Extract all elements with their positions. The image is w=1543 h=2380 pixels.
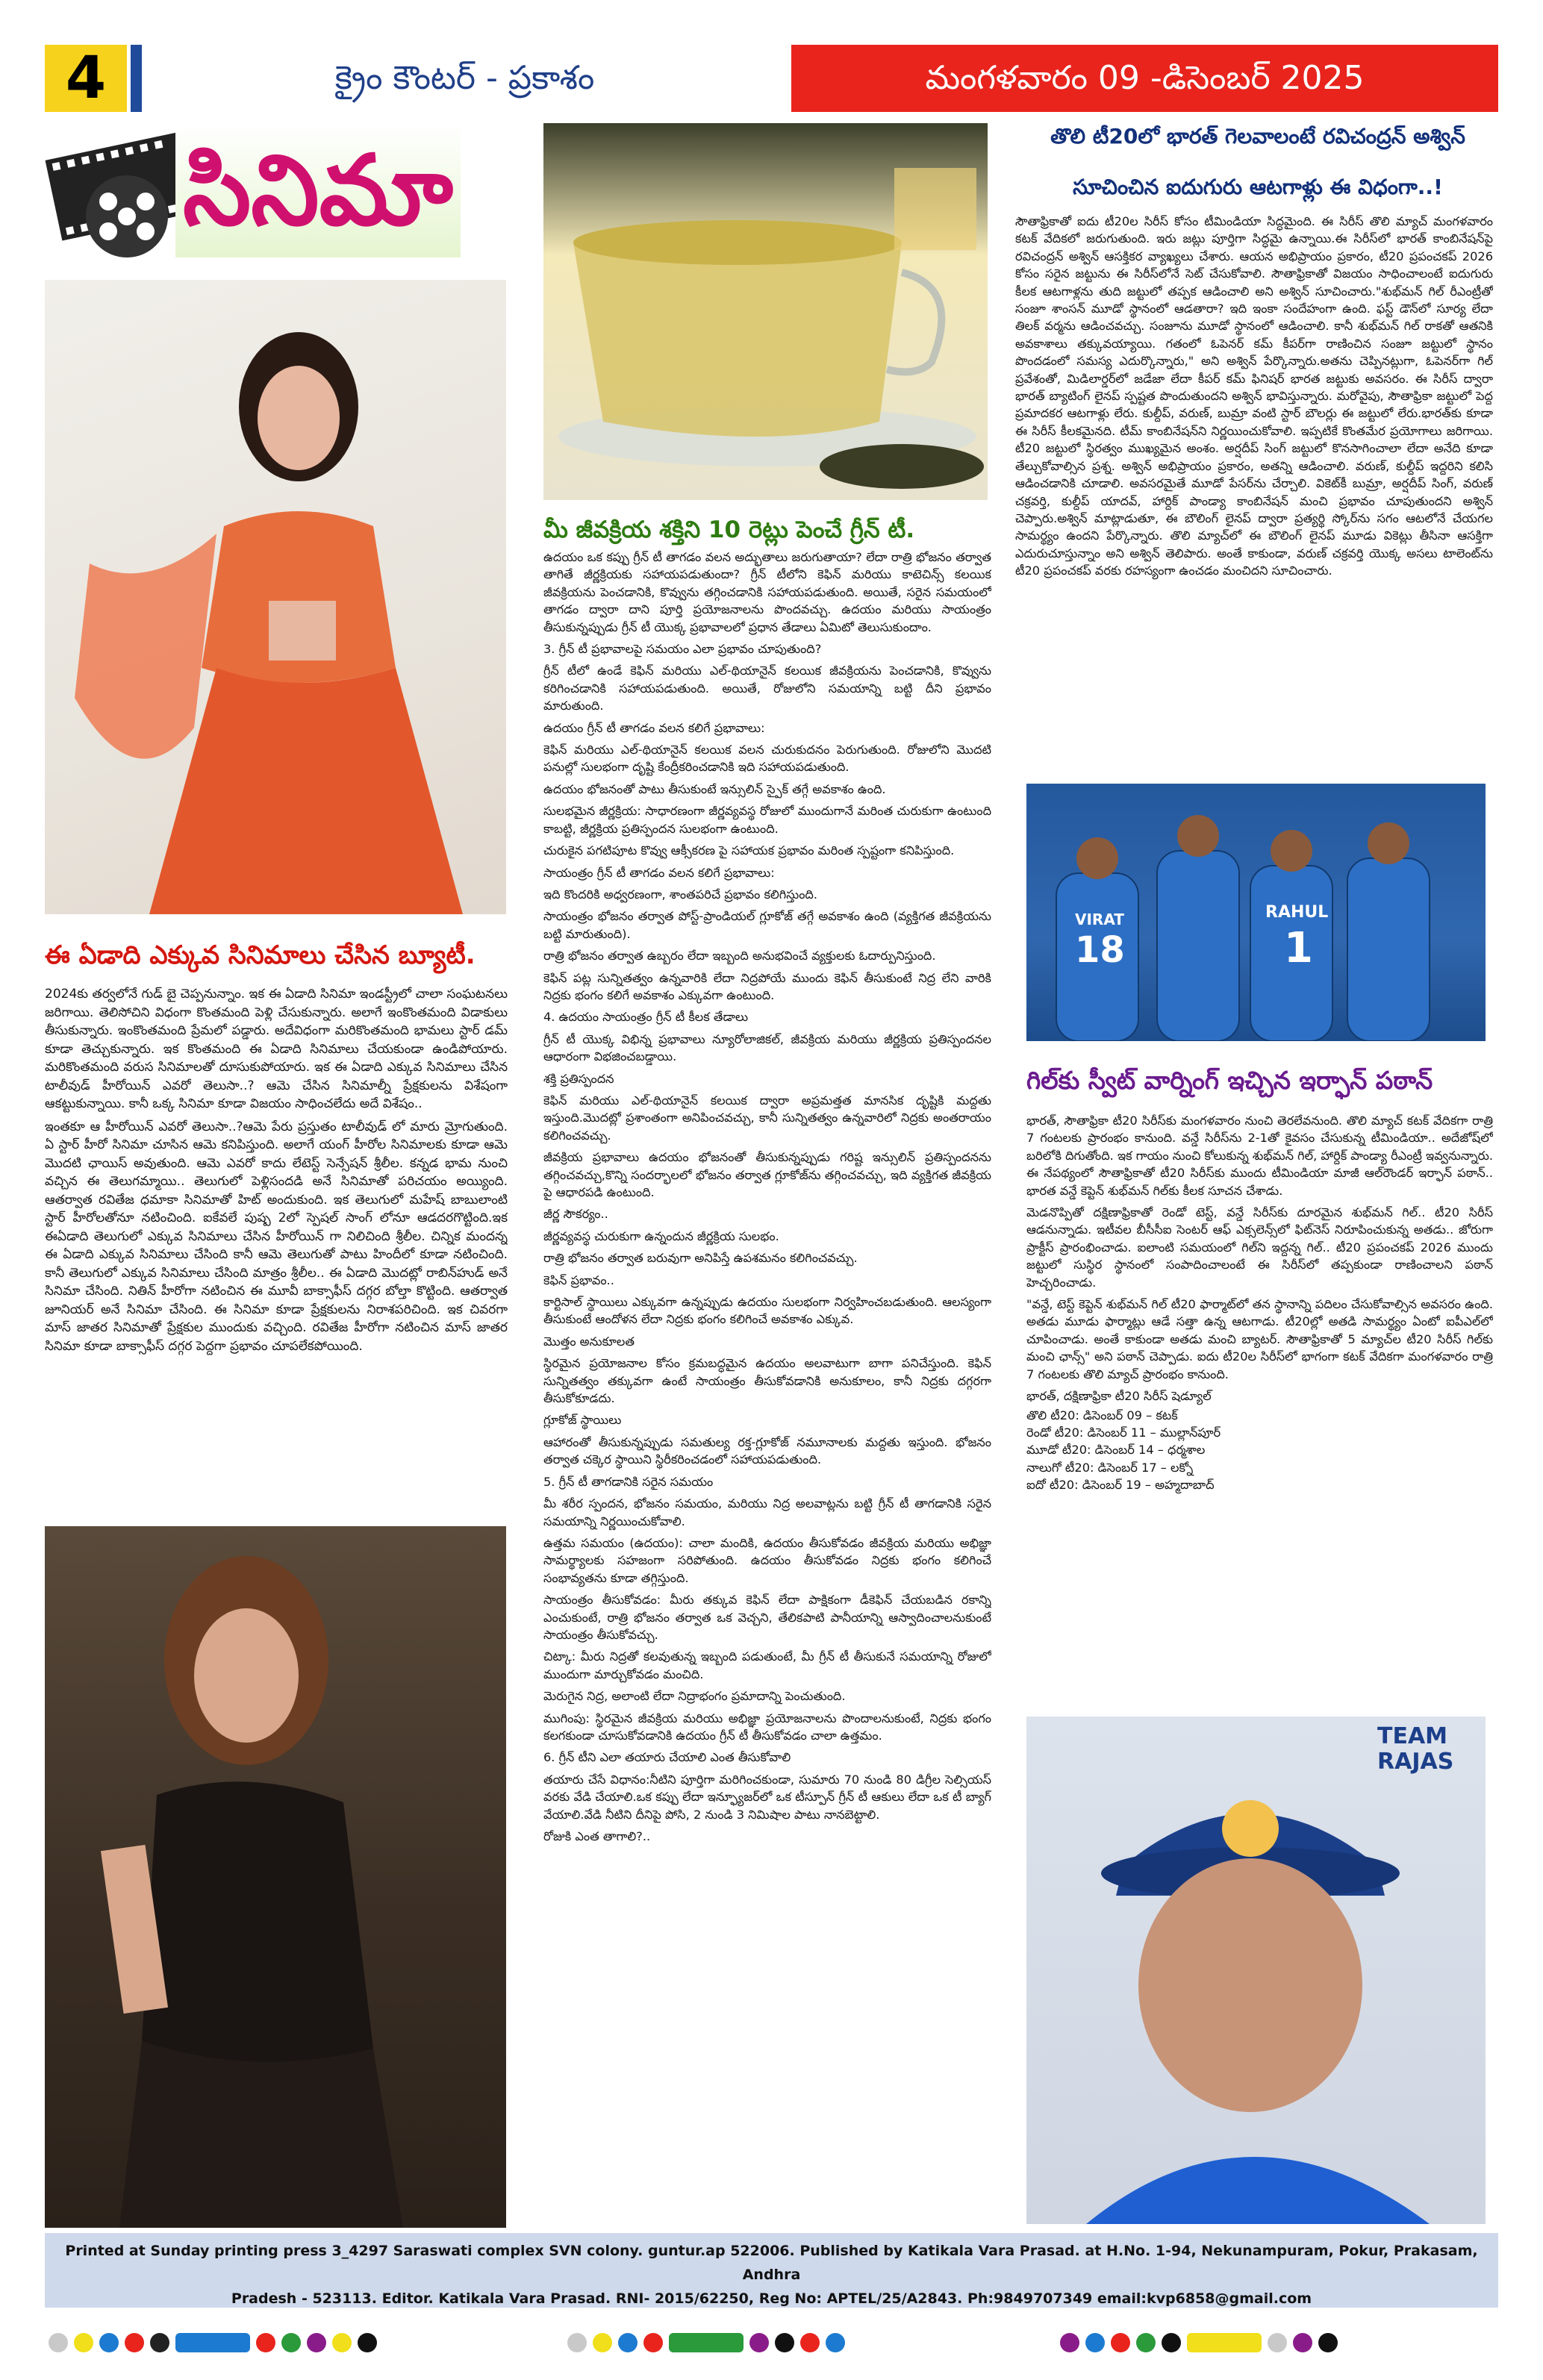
jersey-name-virat: VIRAT [1075, 911, 1124, 928]
jersey-number-virat: 18 [1075, 929, 1125, 971]
registration-dot [593, 2333, 612, 2352]
gill-paragraph: మెడనొప్పితో దక్షిణాఫ్రికాతో రెండో టెస్ట్, వన్డే సిరీస్‌కు దూరమైన శుభ్‌మన్ గిల్.. టీ20 సిరీస్ ఆడనున్నాడు. ఇటీవల బీసీసీఐ సెంటర్ ఆఫ్ ఎక్సలెన్స్‌లో ఫిట్‌నెస్ నిరూపించుకున్న అతడు.. జోరుగా ప్రాక్టీస్ ప్రారంభించాడు. ఐలాంటి సమయంలో గిల్‌ని ఇద్దన్న గిల్.. టీ20 ప్రపంచకప్ 2026 ముందు జట్టులో సుస్థిర స్థానంలో సంపాదించాలంటే ఈ సిరీస్‌లో తప్పకుండా రాణించాలని పఠాన్ హెచ్చరించాడు. [1026, 1205, 1493, 1290]
gill-headline: గిల్‌కు స్వీట్ వార్నింగ్ ఇచ్చిన ఇర్ఫాన్ పఠాన్ [1026, 1066, 1433, 1095]
greentea-paragraph: ముగింపు: స్థిరమైన జీవక్రియ మరియు అభిజ్ఞా ప్రయోజనాలను పొందాలనుకుంటే, నిద్రకు భంగం కలగకుండా చూసుకోవడానికి ఉదయం గ్రీన్ టీ తీసుకోవడం చాలా ఉత్తమం. [543, 1711, 991, 1743]
greentea-paragraph: కెఫిన్ మరియు ఎల్-థియానైన్ కలయిక వలన చురుకుదనం పెరుగుతుంది. రోజులోని మొదటి పనుల్లో సులభంగా దృష్టి కేంద్రీకరించడానికి ఇది సహాయపడుతుంది. [543, 743, 991, 775]
greentea-paragraph: 5. గ్రీన్ టీ తాగడానికి సరైన సమయం [543, 1474, 714, 1489]
greentea-paragraph: కెఫిన్ పట్ల సున్నితత్వం ఉన్నవారికి లేదా నిద్రపోయే ముందు కెఫిన్ తీసుకుంటే నిద్ర లేని వారికి నిద్రకు భంగం కలిగే అవకాశం ఎక్కువగా ఉంటుంది. [543, 970, 991, 1002]
greentea-paragraph: 3. గ్రీన్ టీ ప్రభావాలపై సమయం ఎలా ప్రభావం చూపుతుంది? [543, 642, 822, 657]
gill-article [1026, 1112, 1493, 1709]
greentea-paragraph: 4. ఉదయం సాయంత్రం గ్రీన్ టీ కీలక తేడాలు [543, 1010, 749, 1025]
registration-dot [125, 2333, 144, 2352]
registration-dot [307, 2333, 326, 2352]
schedule-item: రెండో టీ20: డిసెంబర్ 11 – ముల్లాన్‌పూర్ [1026, 1425, 1221, 1440]
greentea-paragraph: గ్లూకోజ్ స్థాయిలు [543, 1413, 622, 1428]
greentea-paragraph: ఉదయం ఒక కప్పు గ్రీన్ టీ తాగడం వలన అద్భుతాలు జరుగుతాయా? లేదా రాత్రి భోజనం తర్వాత తాగితే జీర్ణక్రియకు సహాయపడుతుందా? గ్రీన్ టీలోని కెఫిన్ మరియు కాటెచిన్స్ కలయిక జీవక్రియను పెంచడానికి, కొవ్వును తగ్గించడానికి సహాయపడుతుంది. అయితే, సరైన సమయంలో తాగడం ద్వారా దాని పూర్తి ప్రయోజనాలను పొందవచ్చు. ఉదయం మరియు సాయంత్రం తీసుకున్నప్పుడు గ్రీన్ టీ యొక్క ప్రభావాలలో ప్రధాన తేడాలు ఏమిటో తెలుసుకుందాం. [543, 550, 991, 634]
greentea-paragraph: చురుకైన పగటిపూట కొవ్వు ఆక్సీకరణ పై సహాయక ప్రభావం మరింత స్పష్టంగా కనిపిస్తుంది. [543, 843, 955, 858]
cinema-paragraph: 2024కు తర్వలోనే గుడ్ బై చెప్పనున్నాం. ఇక ఈ ఏడాది సినిమా ఇండస్ట్రీలో చాలా సంఘటనలు జరిగాయి. తెలిసోచిని విధంగా కొంతమంది పెళ్లి చేసుకున్నారు. అలాగే ఇంకొంతమంది విడాకులు తీసుకున్నారు. ఇంకొంతమంది ప్రేమలో పడ్డారు. అదేవిధంగా మరికొంతమంది భామలు స్టార్ డమ్ కూడా తెచ్చుకున్నారు. ఇక కొంతమంది ఈ ఏడాది సినిమాలు చేయకుండా ఉండిపోయారు. మరికొంతమంది వరుస సినిమాలతో దూసుకుపోయారు. ఇక ఈ ఏడాది ఎక్కువ సినిమాలు చేసిన టాలీవుడ్ హీరోయిన్ ఎవరో తెలుసా..? ఆమె చేసిన సినిమాల్నీ ప్రేక్షకులను విశేషంగా ఆకట్టుకున్నాయి. కానీ ఒక్క సినిమా కూడా విజయం సాధించలేదు అదే విశేషం.. [45, 987, 508, 1111]
registration-dot [643, 2333, 663, 2352]
schedule-title: భారత్, దక్షిణాఫ్రికా టీ20 సిరీస్ షెడ్యూల్ [1026, 1389, 1212, 1404]
cricket-article [1015, 213, 1493, 780]
greentea-paragraph: గ్రీన్ టీలో ఉండే కెఫిన్ మరియు ఎల్-థియానైన్ కలయిక జీవక్రియను పెంచడానికి, కొవ్వును కరిగించడానికి సహాయపడుతుంది. అయితే, రోజులోని సమయాన్ని బట్టి దీని ప్రభావం మారుతుంది. [543, 663, 991, 713]
registration-dot [150, 2333, 169, 2352]
registration-dot [567, 2333, 587, 2352]
greentea-paragraph: గ్రీన్ టీ యొక్క విభిన్న ప్రభావాలు న్యూరోలాజికల్, జీవక్రియ మరియు జీర్ణక్రియ ప్రతిస్పందనల ఆధారంగా విభజించబడ్డాయి. [543, 1031, 991, 1064]
greentea-paragraph: మొత్తం అనుకూలత [543, 1334, 635, 1349]
greentea-paragraph: సాయంత్రం తీసుకోవడం: మీరు తక్కువ కెఫిన్ లేదా పాక్షికంగా డీకెఫిన్ చేయబడిన రకాన్ని ఎంచుకుంటే, రాత్రి భోజనం తర్వాత ఒక వెచ్చని, తేలికపాటి పానీయాన్ని ఆస్వాదించాలనుకుంటే సాయంత్రం తీసుకోవచ్చు. [543, 1593, 991, 1642]
greentea-paragraph: ఇది కొందరికి అధ్వరణంగా, శాంతపరిచే ప్రభావం కలిగిస్తుంది. [543, 887, 817, 902]
irfan-pathan-photo [1026, 1717, 1486, 2224]
registration-dot [826, 2333, 845, 2352]
greentea-paragraph: కెఫిన్ ప్రభావం.. [543, 1272, 614, 1287]
cinema-headline: ఈ ఏడాది ఎక్కువ సినిమాలు చేసిన బ్యూటీ. [45, 940, 476, 970]
registration-dot [1293, 2333, 1312, 2352]
greentea-paragraph: శక్తి ప్రతిస్పందన [543, 1071, 614, 1086]
cap-background-text: TEAM RAJAS [1377, 1723, 1454, 1775]
greentea-paragraph: చిట్కా: మీరు నిద్రతో కలవుతున్న ఇబ్బంది పడుతుంటే, మీ గ్రీన్ టీ తీసుకునే సమయాన్ని రోజులో ముందుగా మార్చుకోవడం మంచిది. [543, 1649, 991, 1681]
registration-dot [358, 2333, 377, 2352]
registration-dot [775, 2333, 794, 2352]
greentea-paragraph: సాయంత్రం గ్రీన్ టీ తాగడం వలన కలిగే ప్రభావాలు: [543, 865, 775, 880]
registration-bar [175, 2333, 250, 2352]
registration-bar [1187, 2333, 1262, 2352]
greentea-paragraph: సులభమైన జీర్ణక్రియ: సాధారణంగా జీర్ణవ్యవస్థ రోజులో ముందుగానే మరింత చురుకుగా ఉంటుంది కాబట్టి, జీర్ణక్రియ ప్రతిస్పందన సులభంగా ఉంటుంది. [543, 804, 991, 836]
cricket-headline-line2: సూచించిన ఐదుగురు ఆటగాళ్లు ఈ విధంగా..! [1073, 175, 1443, 199]
registration-dot [74, 2333, 93, 2352]
edition-banner [131, 45, 788, 112]
greentea-paragraph: ఉదయం గ్రీన్ టీ తాగడం వలన కలిగే ప్రభావాలు: [543, 720, 765, 735]
greentea-article [543, 549, 991, 2224]
registration-dot [281, 2333, 301, 2352]
registration-dot [618, 2333, 638, 2352]
date-banner: మంగళవారం 09 -డిసెంబర్ 2025 [791, 45, 1498, 112]
registration-dot [332, 2333, 352, 2352]
greentea-headline: మీ జీవక్రియ శక్తిని 10 రెట్లు పెంచే గ్రీన్ టీ. [543, 516, 915, 543]
gill-paragraph: భారత్, సౌతాఫ్రికా టీ20 సిరీస్‌కు మంగళవారం నుంచి తెరలేవనుంది. తొలి మ్యాచ్ కటక్ వేదికగా రాత్రి 7 గంటలకు ప్రారంభం కానుంది. వన్డే సిరీస్‌ను 2-1తో కైవసం చేసుకున్న టీమిండియా.. అదేజోష్‌లో బరిలోకి దిగుతోంది. ఇక గాయం నుంచి కోలుకున్న శుభ్‌మన్ గిల్, హార్దిక్ పాండ్యా రీఎంట్రీ ఇవ్వనున్నారు. ఈ నేపథ్యంలో సౌతాఫ్రికాతో టీ20 సిరీస్‌కు ముందు టీమిండియా మాజీ ఆల్‌రౌండర్ ఇర్ఫాన్ పఠాన్.. భారత వన్డే కెప్టెన్ శుభ్‌మన్ గిల్‌కు కీలక సూచన చేశాడు. [1026, 1114, 1493, 1198]
greentea-paragraph: 6. గ్రీన్ టీని ఎలా తయారు చేయాలి ఎంత తీసుకోవాలి [543, 1750, 791, 1765]
greentea-paragraph: ఉత్తమ సమయం (ఉదయం): చాలా మందికి, ఉదయం తీసుకోవడం జీవక్రియ మరియు అభిజ్ఞా సామర్థ్యాలకు సహజంగా సరిపోతుంది. ఉదయం తీసుకోవడం నిద్రకు భంగం కలిగించే సంభావ్యతను కూడా తగ్గిస్తుంది. [543, 1535, 991, 1585]
publisher-footer [45, 2233, 1498, 2308]
color-registration-center [567, 2329, 845, 2357]
cricket-paragraph: సౌతాఫ్రికాతో ఐదు టీ20ల సిరీస్ కోసం టీమిండియా సిద్ధమైంది. ఈ సిరీస్ తొలి మ్యాచ్ మంగళవారం కటక్ వేదికలో జరుగుతుంది. ఇరు జట్లు పూర్తిగా సిద్ధమై ఉన్నాయి.ఈ సిరీస్‌లో భారత్ కాంబినేషన్‌పై రవిచంద్రన్ అశ్విన్ ఆసక్తికర వ్యాఖ్యలు చేశారు. ఆయన అభిప్రాయం ప్రకారం, టీ20 ప్రపంచకప్ 2026 కోసం సరైన జట్టును ఈ సిరీస్‌లోనే సెట్ చేసుకోవాలి. సౌతాఫ్రికాతో విజయం సాధించాలంటే ఐదుగురు కీలక ఆటగాళ్లను తుది జట్టులో తప్పక ఆడించాలి అని అశ్విన్ సూచించారు."శుభ్‌మన్ గిల్ రీఎంట్రీతో సంజూ శాంసన్ మూడో స్థానంలో ఆడతారా? ఇది ఇంకా సందేహంగా ఉంది. ఫస్ట్ డౌన్‌లో సూర్య లేదా తిలక్ వర్మను ఆడించవచ్చు. సంజూను మూడో స్థానంలో ఆడించాలి. కానీ శుభ్‌మన్ గిల్ రాకతో ఆతనికి అవకాశాలు తక్కువయ్యాయి. గతంలో ఓపెనర్ కమ్ కీపర్‌గా రాణించిన సంజూ జట్టులో స్థానం పొందడంలో సమస్య ఎదుర్కొన్నారు," అని అశ్విన్ పేర్కొన్నారు.అతను చెప్పినట్లుగా, ఓపెనర్‌గా గిల్ ప్రవేశంతో, మిడిలార్డర్‌లో జడేజా లేదా కీపర్ కమ్ ఫినిషర్ భారత జట్టుకు అవసరం. ఈ సిరీస్ ద్వారా భారత్ బ్యాటింగ్ లైనప్ స్పష్టత పొందుతుందని అశ్విన్ భావిస్తున్నారు. మరోవైపు, సౌతాఫ్రికా జట్టులో పెద్ద ప్రమాదకర ఆటగాళ్లు లేరు. కుల్దీప్, వరుణ్, బుమ్రా వంటి స్టార్ బౌలర్లు ఈ జట్టులో లేరు.భారత్‌కు కూడా ఈ సిరీస్ కీలకమైనది. టీమ్ కాంబినేషన్‌ని నిర్ణయించుకోవాలి. ఇప్పటికే కొంతమేర ప్రయోగాలు జరిగాయి. టీ20 జట్టులో స్థిరత్వం ముఖ్యమైన అంశం. అర్షదీప్ సింగ్ జట్టులో కొనసాగించాలా లేదా అనేది కూడా తేల్చుకోవాల్సిన ప్రశ్న. అశ్విన్ అభిప్రాయం ప్రకారం, అతన్ని ఆడించాలి. వరుణ్, కుల్దీప్ ఇద్దరిని కలిసి ఆడించడానికి చూడాలి. అవసరమైతే మూడో పేసర్‌ను చేర్చాలి. వికెట్‌కీ బుమ్రా, అర్షదీప్ సింగ్, వరుణ్ చక్రవర్తి, కుల్దీప్ యాదవ్, హార్దిక్ పాండ్యా కాంబినేషన్ మంచి ప్రభావం చూపుతుందని అశ్విన్ చెప్పారు.అశ్విన్ మాట్లాడుతూ, ఈ బౌలింగ్ లైనప్ ద్వారా ప్రత్యర్థి స్కోర్‌ను సగం ఆటలోనే చేయగల సామర్థ్యం ఉందని పేర్కొన్నారు. తొలి మ్యాచ్‌లో ఈ బౌలింగ్ లైనప్ మూడు వికెట్లు తీసినా ఆసక్తిగా ఎదురుచూస్తున్నాం అని అశ్విన్ తెలిపారు. అంతే కాకుండా, వరుణ్ చక్రవర్తి యొక్క అసలు టాలెంట్‌ను టీ20 ప్రపంచకప్ వరకు రహస్యంగా ఉంచడం మంచిదని సూచించారు. [1015, 214, 1493, 578]
registration-dot [99, 2333, 119, 2352]
registration-dot [256, 2333, 275, 2352]
page-number: 4 [45, 45, 127, 112]
greentea-paragraph: జీర్ణ సౌకర్యం.. [543, 1207, 608, 1222]
registration-dot [1268, 2333, 1287, 2352]
registration-dot [1162, 2333, 1181, 2352]
footer-line-2: Pradesh - 523113. Editor. Katikala Vara Prasad. RNI- 2015/62250, Reg No: APTEL/25/A2843. Ph:9849707349 email:kvp6858@gmail.com [231, 2290, 1312, 2307]
cinema-paragraph: ఇంతకూ ఆ హీరోయిన్ ఎవరో తెలుసా..?ఆమె పేరు ప్రస్తుతం టాలీవుడ్ లో మారు మ్రోగుతుంది. ఏ స్టార్ హీరో సినిమా చూసిన ఆమె కనిపిస్తుంది. అలాగే యంగ్ హీరోల సినిమాలకు కూడా ఆమె మొదటి ఛాయిస్ అవుతుంది. ఆమె ఎవరో కాదు లేటెస్ట్ సెన్సేషన్ శ్రీలీల. కన్నడ భామ నుంచి వచ్చిన ఈ తెలుగమ్మాయి.. తెలుగులో పెళ్లిసందడి అనే సినిమాతో పరిచయం అయ్యింది. ఆతర్వాత రవితేజ ధమాకా సినిమాతో హిట్ అందుకుంది. ఇక తెలుగులో మహేష్ బాబులాంటి స్టార్ హీరోలతోనూ నటించింది. ఐకేవలే పుష్ప 2లో స్పెషల్ సాంగ్ లోనూ ఆడదరగొట్టింది.ఇక ఈఏడాది తెలుగులో ఎక్కువ సినిమాలు చేసిన హీరోయిన్ గా నిలిచింది శ్రీలీల. చిన్నిక మందన్న ఈ ఏడాది ఎక్కువ సినిమాలు చేసింది కానీ ఆమె తెలుగుతో పాటు హిందీలో కూడా నటించింది. కానీ తెలుగులో ఎక్కువ సినిమాలు చేసింది మాత్రం శ్రీలీల.. ఈ ఏడాది మొదట్లో రాబిన్‌హుడ్ అనే సినిమా చేసింది. నితిన్ హీరోగా నటించిన ఈ మూవీ బాక్సాఫీస్ దగ్గర బోల్తా కొట్టింది. ఆతర్వాత జూనియర్ అనే సినిమా చేసింది. ఈ సినిమా కూడా ప్రేక్షకులను నిరాశపరిచింది. ఇక చివరగా మాస్ జాతర సినిమాతో ప్రేక్షకుల ముందుకు వచ్చింది. రవితేజ హీరోగా నటించిన మాస్ జాతర సినిమా కూడా బాక్సాఫీస్ దగ్గర పెద్దగా ప్రభావం చూపలేకపోయింది. [45, 1119, 508, 1354]
schedule-item: తొలి టీ20: డిసెంబర్ 09 – కటక్ [1026, 1408, 1178, 1422]
cinema-article [45, 985, 508, 1493]
cricket-headline-line1: తొలి టీ20లో భారత్ గెలవాలంటే రవిచంద్రన్ అశ్విన్ [1050, 124, 1465, 149]
team-india-photo [1026, 784, 1486, 1041]
greentea-paragraph: జీవక్రియ ప్రభావాలు ఉదయం భోజనంతో తీసుకున్నప్పుడు గరిష్ట ఇన్సులిన్ ప్రతిస్పందనను తగ్గించవచ్చు,కొన్ని సందర్భాలలో భోజనం తర్వాత గ్లూకోజ్‌ను తగ్గించవచ్చు, ఇది వ్యక్తిగత జీవక్రియ పై ఆధారపడి ఉంటుంది. [543, 1150, 991, 1199]
registration-dot [749, 2333, 769, 2352]
greentea-paragraph: మెరుగైన నిద్ర, అలాంటి లేదా నిద్రాభంగం ప్రమాదాన్ని పెంచుతుంది. [543, 1689, 846, 1704]
schedule-item: మూడో టీ20: డిసెంబర్ 14 – ధర్మశాల [1026, 1443, 1206, 1458]
schedule-item: నాలుగో టీ20: డిసెంబర్ 17 – లక్నో [1026, 1460, 1194, 1475]
greentea-paragraph: జీర్ణవ్యవస్థ చురుకుగా ఉన్నందున జీర్ణక్రియ సులభం. [543, 1228, 779, 1243]
greentea-paragraph: కార్టిసాల్ స్థాయిలు ఎక్కువగా ఉన్నప్పుడు ఉదయం సులభంగా నిర్వహించబడుతుంది. ఆలస్యంగా తీసుకుంటే ఆందోళన లేదా నిద్రకు భంగం కలిగించే అవకాశం ఎక్కువ. [543, 1295, 991, 1327]
schedule-item: ఐదో టీ20: డిసెంబర్ 19 – అహ్మదాబాద్ [1026, 1478, 1215, 1493]
greentea-paragraph: తయారు చేసే విధానం:నీటిని పూర్తిగా మరిగించకుండా, సుమారు 70 నుండి 80 డిగ్రీల సెల్సియస్ వరకు వేడి చేయాలి.ఒక కప్పు లేదా ఇన్ఫ్యూజర్‌లో ఒక టీస్పూన్ గ్రీన్ టీ ఆకులు లేదా ఒక టీ బ్యాగ్ వేయాలి.వేడి నీటిని దీనిపై పోసి, 2 నుండి 3 నిమిషాల పాటు నానబెట్టాలి. [543, 1772, 991, 1822]
greentea-paragraph: రోజుకి ఎంత తాగాలి?.. [543, 1829, 651, 1843]
color-registration-left [49, 2329, 377, 2357]
greentea-paragraph: కెఫిన్ మరియు ఎల్-థియానైన్ కలయిక ద్వారా అప్రమత్తత మానసిక దృష్టికి మద్దతు ఇస్తుంది.మొదట్లో ప్రశాంతంగా అనిపించవచ్చు, కానీ సున్నితత్వం ఉన్నవారిలో నిద్రకు అంతరాయం కలిగించవచ్చు. [543, 1093, 991, 1143]
registration-dot [1060, 2333, 1079, 2352]
registration-dot [1085, 2333, 1105, 2352]
greentea-paragraph: సాయంత్రం భోజనం తర్వాత పోస్ట్-ప్రాండియల్ గ్లూకోజ్ తగ్గే అవకాశం ఉంది (వ్యక్తిగత జీవక్రియను బట్టి మారుతుంది). [543, 909, 991, 941]
greentea-paragraph: స్థిరమైన ప్రయోజనాల కోసం క్రమబద్ధమైన ఉదయం అలవాటుగా బాగా పనిచేస్తుంది. కెఫిన్ సున్నితత్వం తక్కువగా ఉంటే సాయంత్రం తీసుకోవడానికి అనుకూలం, కానీ నిద్రకు దగ్గరగా తీసుకోకూడదు. [543, 1356, 991, 1406]
greentea-paragraph: రాత్రి భోజనం తర్వాత బరువుగా అనిపిస్తే ఉపశమనం కలిగించవచ్చు. [543, 1251, 858, 1266]
cinema-logo-text: సినిమా [175, 123, 461, 257]
greentea-paragraph: మీ శరీర స్పందన, భోజనం సమయం, మరియు నిద్ర అలవాట్లను బట్టి గ్రీన్ టీ తాగడానికి సరైన సమయాన్ని నిర్ణయించుకోవాలి. [543, 1496, 991, 1528]
registration-dot [1318, 2333, 1338, 2352]
registration-dot [1111, 2333, 1130, 2352]
registration-dot [49, 2333, 68, 2352]
greentea-paragraph: రాత్రి భోజనం తర్వాత ఉబ్బరం లేదా ఇబ్బంది అనుభవించే వ్యక్తులకు ఓదార్పునిస్తుంది. [543, 949, 936, 963]
registration-bar [669, 2333, 744, 2352]
edition-title: క్రైం కౌంటర్ - ప్రకాశం [142, 45, 788, 112]
color-registration-right [1060, 2329, 1338, 2357]
jersey-number-rahul: 1 [1284, 924, 1313, 972]
actress-photo-2 [45, 1526, 506, 2228]
jersey-name-rahul: RAHUL [1265, 903, 1329, 922]
greentea-paragraph: ఆహారంతో తీసుకున్నప్పుడు సమతుల్య రక్త-గ్లూకోజ్ నమూనాలకు మద్దతు ఇస్తుంది. భోజనం తర్వాత చక్కెర స్థాయిని స్థిరీకరించడంలో సహాయపడుతుంది. [543, 1434, 991, 1467]
greentea-paragraph: ఉదయం భోజనంతో పాటు తీసుకుంటే ఇన్సులిన్ స్పైక్ తగ్గే అవకాశం ఉంది. [543, 781, 886, 796]
registration-dot [800, 2333, 820, 2352]
gill-paragraph: "వన్డే, టెస్ట్ కెప్టెన్ శుభ్‌మన్ గిల్ టీ20 ఫార్మాట్‌లో తన స్థానాన్ని పదిలం చేసుకోవాల్సిన అవసరం ఉంది. అతడు మూడు ఫార్మాట్లు ఆడే సత్తా ఉన్న ఆటగాడు. టీ20ల్లో అతడి సామర్థ్యం ఏంటో ఐపీఎల్‌లో చూపించాడు. అంతే కాకుండా అతడు మంచి బ్యాటర్. సౌతాఫ్రికాతో 5 మ్యాచ్‌ల టీ20 సిరీస్ గిల్‌కు మంచి ఛాన్స్" అని పఠాన్ చెప్పాడు. ఐదు టీ20ల సిరీస్‌లో భాగంగా కటక్ వేదికగా మంగళవారం రాత్రి 7 గంటలకు తొలి మ్యాచ్ ప్రారంభం కానుంది. [1026, 1297, 1493, 1381]
green-tea-photo [543, 123, 988, 500]
cinema-logo [45, 123, 508, 261]
actress-photo-1 [45, 280, 506, 914]
footer-line-1: Printed at Sunday printing press 3_4297 Saraswati complex SVN colony. guntur.ap 522006. Published by Katikala Vara Prasad. at H.No. 1-94, Nekunampuram, Pokur, Prakasam, Andhra [65, 2243, 1478, 2283]
registration-dot [1136, 2333, 1156, 2352]
